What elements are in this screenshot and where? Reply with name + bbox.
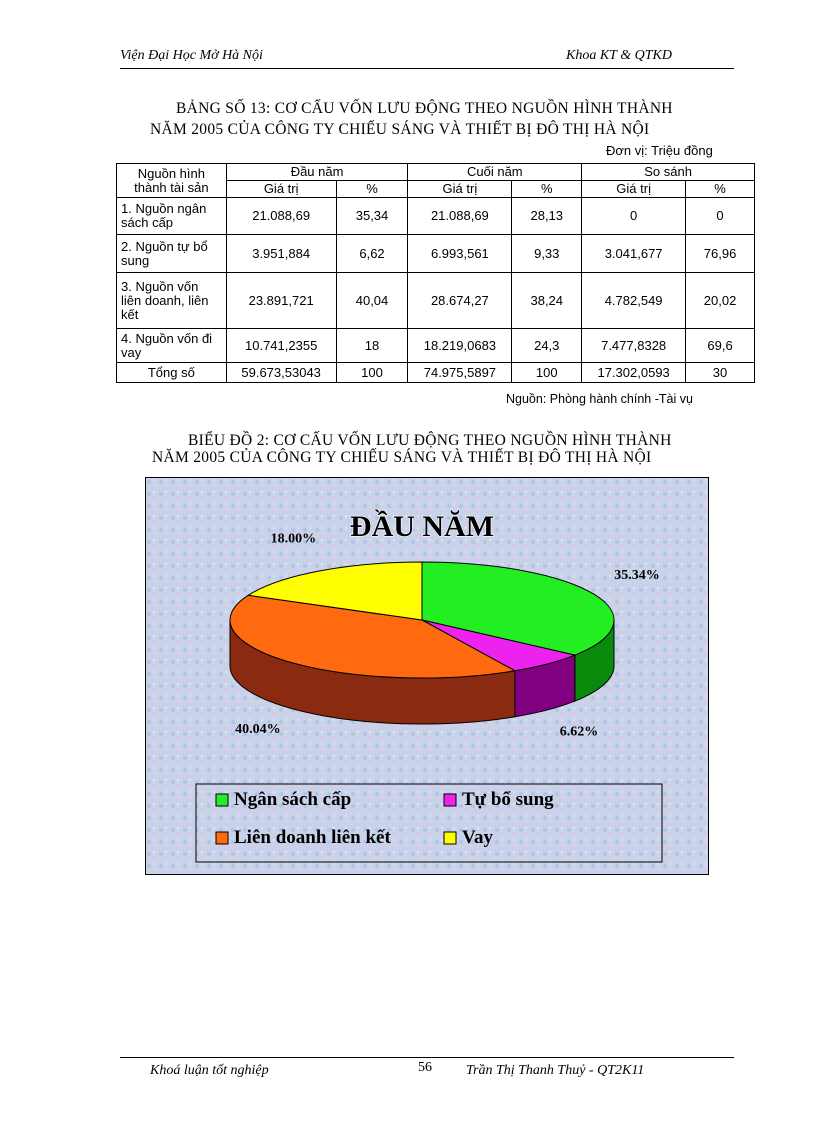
pie-data-label-1: 6.62% xyxy=(559,724,599,740)
cell: 30 xyxy=(686,363,755,383)
pie-data-label-0: 35.34% xyxy=(614,568,660,584)
cell: 17.302,0593 xyxy=(582,363,686,383)
subheader: Giá trị xyxy=(226,181,336,198)
cell: 74.975,5897 xyxy=(408,363,512,383)
group-header-compare: So sánh xyxy=(582,164,755,181)
pie-data-label-2: 40.04% xyxy=(235,722,281,738)
cell: 59.673,53043 xyxy=(226,363,336,383)
cell: 3.951,884 xyxy=(226,235,336,273)
footer-divider xyxy=(120,1057,734,1058)
cell: 24,3 xyxy=(512,329,582,363)
cell: 23.891,721 xyxy=(226,273,336,329)
group-header-end: Cuối năm xyxy=(408,164,582,181)
subheader: Giá trị xyxy=(408,181,512,198)
pie-data-label-3: 18.00% xyxy=(270,531,317,547)
group-header-start: Đầu năm xyxy=(226,164,408,181)
col-header-source: Nguồn hình thành tài sản xyxy=(117,164,227,198)
row-label: 3. Nguồn vốn liên doanh, liên kết xyxy=(117,273,227,329)
row-label: 2. Nguồn tự bổ sung xyxy=(117,235,227,273)
row-label: Tổng số xyxy=(117,363,227,383)
cell: 3.041,677 xyxy=(582,235,686,273)
cell: 0 xyxy=(686,198,755,235)
chart-heading: ĐẦU NĂM xyxy=(349,510,495,543)
legend-swatch-2 xyxy=(216,832,228,844)
cell: 0 xyxy=(582,198,686,235)
table-row-total xyxy=(117,363,755,383)
pie-chart xyxy=(146,478,708,874)
footer-author: Trần Thị Thanh Thuỷ - QT2K11 xyxy=(466,1063,645,1078)
capital-structure-table xyxy=(116,163,755,383)
cell: 100 xyxy=(512,363,582,383)
cell: 9,33 xyxy=(512,235,582,273)
legend-swatch-0 xyxy=(216,794,228,806)
chart-title-line2: NĂM 2005 CỦA CÔNG TY CHIẾU SÁNG VÀ THIẾT BỊ ĐÔ THỊ HÀ NỘI xyxy=(152,449,652,466)
cell: 18 xyxy=(336,329,408,363)
chart-title-line1: BIỂU ĐỒ 2: CƠ CẤU VỐN LƯU ĐỘNG THEO NGUỒN HÌNH THÀNH xyxy=(188,432,672,449)
cell: 4.782,549 xyxy=(582,273,686,329)
pie-chart-panel xyxy=(145,477,709,875)
table-row xyxy=(117,273,755,329)
cell: 6.993,561 xyxy=(408,235,512,273)
cell: 69,6 xyxy=(686,329,755,363)
legend-label-3: Vay xyxy=(462,827,493,848)
legend-label-1: Tự bổ sung xyxy=(462,789,554,810)
header-institute: Viện Đại Học Mở Hà Nội xyxy=(120,48,263,63)
cell: 35,34 xyxy=(336,198,408,235)
cell: 76,96 xyxy=(686,235,755,273)
header-divider xyxy=(120,68,734,69)
cell: 100 xyxy=(336,363,408,383)
cell: 20,02 xyxy=(686,273,755,329)
table-title-line2: NĂM 2005 CỦA CÔNG TY CHIẾU SÁNG VÀ THIẾT BỊ ĐÔ THỊ HÀ NỘI xyxy=(150,121,650,138)
table-row xyxy=(117,329,755,363)
subheader: % xyxy=(686,181,755,198)
cell: 10.741,2355 xyxy=(226,329,336,363)
cell: 18.219,0683 xyxy=(408,329,512,363)
legend-swatch-1 xyxy=(444,794,456,806)
cell: 28.674,27 xyxy=(408,273,512,329)
subheader: % xyxy=(512,181,582,198)
row-label: 4. Nguồn vốn đi vay xyxy=(117,329,227,363)
legend-swatch-3 xyxy=(444,832,456,844)
cell: 6,62 xyxy=(336,235,408,273)
table-row xyxy=(117,198,755,235)
legend-label-2: Liên doanh liên kết xyxy=(234,827,391,848)
table-unit: Đơn vị: Triệu đồng xyxy=(606,143,713,158)
subheader: % xyxy=(336,181,408,198)
table-title-line1: BẢNG SỐ 13: CƠ CẤU VỐN LƯU ĐỘNG THEO NGUỒN HÌNH THÀNH xyxy=(176,100,673,117)
header-faculty: Khoa KT & QTKD xyxy=(566,48,672,63)
legend-label-0: Ngân sách cấp xyxy=(234,789,352,810)
cell: 21.088,69 xyxy=(408,198,512,235)
footer-thesis: Khoá luận tốt nghiệp xyxy=(150,1063,269,1078)
row-label: 1. Nguồn ngân sách cấp xyxy=(117,198,227,235)
page-number: 56 xyxy=(418,1060,432,1075)
table-row xyxy=(117,235,755,273)
cell: 38,24 xyxy=(512,273,582,329)
table-source: Nguồn: Phòng hành chính -Tài vụ xyxy=(506,392,693,406)
cell: 40,04 xyxy=(336,273,408,329)
cell: 28,13 xyxy=(512,198,582,235)
subheader: Giá trị xyxy=(582,181,686,198)
cell: 21.088,69 xyxy=(226,198,336,235)
cell: 7.477,8328 xyxy=(582,329,686,363)
